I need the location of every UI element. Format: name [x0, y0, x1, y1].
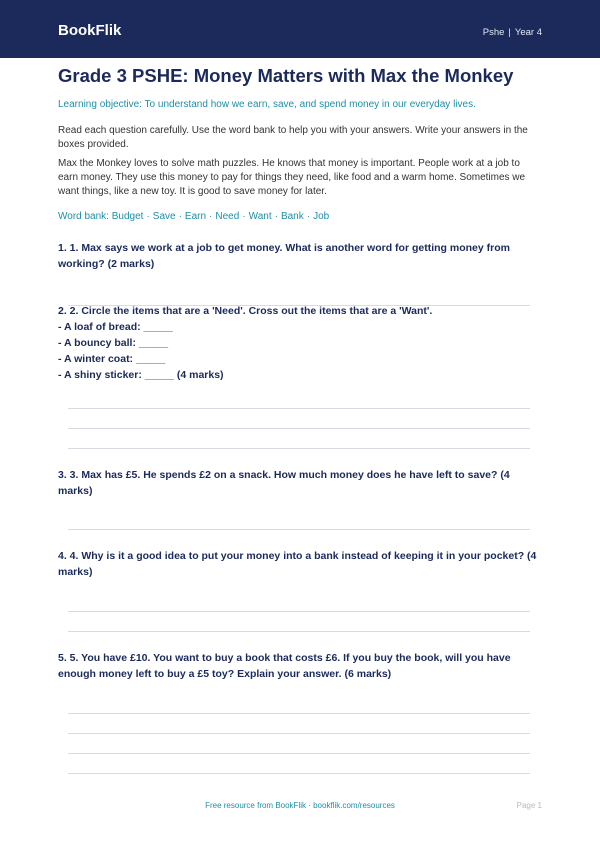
need-want-item: - A shiny sticker: _____ (4 marks): [58, 369, 224, 381]
answer-line[interactable]: [68, 428, 530, 429]
question-1: 1. 1. Max says we work at a job to get money. What is another word for getting money from working? (2 marks): [58, 242, 510, 270]
need-want-item: - A winter coat: _____: [58, 353, 166, 365]
answer-line[interactable]: [68, 733, 530, 734]
word-bank-word: Budget: [111, 211, 144, 222]
question-4: 4. 4. Why is it a good idea to put your money into a bank instead of keeping it in your pocket? (4 marks): [58, 550, 537, 578]
page-number: Page 1: [516, 801, 542, 810]
meta-separator: |: [508, 27, 511, 38]
word-bank-word: Job: [313, 211, 330, 222]
header-meta: [483, 27, 542, 38]
answer-line[interactable]: [68, 631, 530, 632]
word-bank-word: Earn: [184, 211, 207, 222]
question-2: [58, 303, 542, 383]
page-header: [0, 0, 600, 58]
answer-line[interactable]: [68, 773, 530, 774]
word-bank-word: Want: [248, 211, 272, 222]
question-5: 5. 5. You have £10. You want to buy a book that costs £6. If you buy the book, will you have enough money left to buy a £5 toy? Explain your answer. (6 marks): [58, 652, 511, 680]
subject-label: Pshe: [482, 27, 505, 38]
answer-line[interactable]: [68, 529, 530, 530]
need-want-item: - A bouncy ball: _____: [58, 337, 169, 349]
word-bank-word: Save: [152, 211, 176, 222]
answer-line[interactable]: [68, 713, 530, 714]
footer-resource: Free resource from BookFlik · bookflik.com/resources: [205, 801, 395, 810]
question-3: 3. 3. Max has £5. He spends £2 on a snack. How much money does he have left to save? (4 marks): [58, 469, 510, 497]
word-bank-word: Need: [215, 211, 240, 222]
learning-objective: Learning objective: To understand how we earn, save, and spend money in our everyday lives.: [58, 99, 476, 110]
brand-logo: BookFlik: [58, 22, 122, 39]
word-bank: Word bank: Budget · Save · Earn · Need · Want · Bank · Job: [58, 211, 330, 222]
need-want-item: - A loaf of bread: _____: [58, 321, 173, 333]
answer-line[interactable]: [68, 448, 530, 449]
answer-line[interactable]: [68, 611, 530, 612]
answer-line[interactable]: [68, 408, 530, 409]
page-title: Grade 3 PSHE: Money Matters with Max the Monkey: [58, 65, 514, 86]
word-bank-word: Bank: [280, 211, 304, 222]
intro-paragraph: Max the Monkey loves to solve math puzzles. He knows that money is important. People work at a job to earn money. They use this money to pay for things they need, like food and a warm home. Sometimes we want things, like a new toy. It is good to save money for later.: [58, 158, 526, 197]
question-2-text: 2. 2. Circle the items that are a 'Need'. Cross out the items that are a 'Want'.: [58, 305, 433, 317]
instructions: Read each question carefully. Use the word bank to help you with your answers. Write your answers in the boxes provided.: [58, 125, 528, 150]
word-bank-label: Word bank:: [58, 211, 109, 222]
year-label: Year 4: [514, 27, 542, 38]
answer-line[interactable]: [68, 753, 530, 754]
